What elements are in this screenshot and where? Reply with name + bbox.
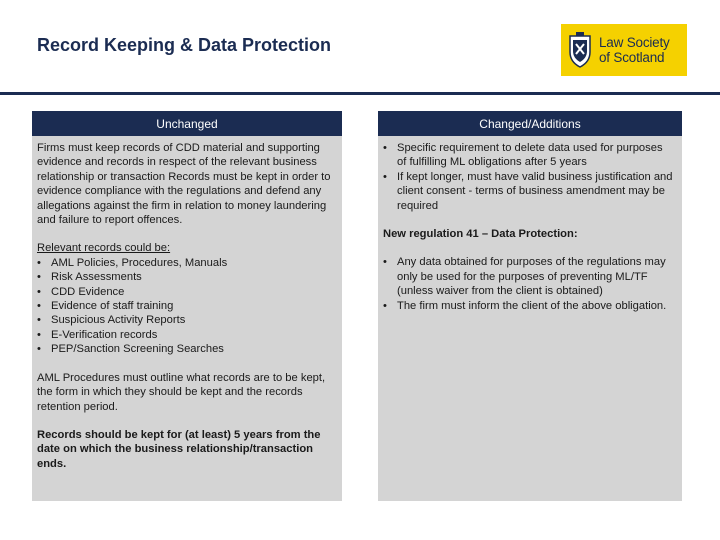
header-divider [0, 92, 720, 95]
logo-line-1: Law Society [599, 35, 670, 50]
regulation-heading: New regulation 41 – Data Protection: [383, 228, 578, 241]
list-item: • Risk Assessments [37, 271, 142, 284]
list-item: • Suspicious Activity Reports [37, 314, 186, 327]
changes-column-header: Changed/Additions [378, 111, 682, 136]
list-item: • If kept longer, must have valid business justification and client consent - terms of business amendment may be required [383, 170, 673, 212]
procedures-paragraph: AML Procedures must outline what records are to be kept, the form in which they should be kept and the records retention period. [37, 371, 326, 413]
changes-panel [378, 136, 682, 501]
list-item: • Any data obtained for purposes of the regulations may only be used for the purposes of preventing ML/TF (unless waiver from the client is obtained) [383, 256, 666, 298]
records-list [37, 256, 334, 357]
logo-wordmark [599, 35, 670, 65]
list-item: • The firm must inform the client of the above obligation. [383, 299, 667, 312]
list-item: • Evidence of staff training [37, 300, 174, 313]
logo-line-2: of Scotland [599, 50, 665, 65]
list-item: • CDD Evidence [37, 285, 125, 298]
retention-paragraph: Records should be kept for (at least) 5 years from the date on which the business relationship/transaction ends. [37, 428, 321, 470]
changes-list [383, 141, 674, 213]
crest-icon [567, 30, 593, 70]
unchanged-column-header: Unchanged [32, 111, 342, 136]
list-item: • PEP/Sanction Screening Searches [37, 343, 224, 356]
intro-paragraph: Firms must keep records of CDD material and supporting evidence and records in respect of the relevant business relationship or transaction Records must be kept in order to evidence compliance with the regulations and defend any allegations against the firm in relation to money laundering and failure to report offences. [37, 142, 331, 227]
records-heading: Relevant records could be: [37, 242, 171, 255]
list-item: • AML Policies, Procedures, Manuals [37, 256, 228, 269]
list-item: • E-Verification records [37, 328, 158, 341]
list-item: • Specific requirement to delete data used for purposes of fulfilling ML obligations after 5 years [383, 142, 663, 169]
law-society-logo [561, 24, 687, 76]
unchanged-panel [32, 136, 342, 501]
page-title: Record Keeping & Data Protection [37, 35, 332, 55]
regulation-list [383, 255, 674, 313]
